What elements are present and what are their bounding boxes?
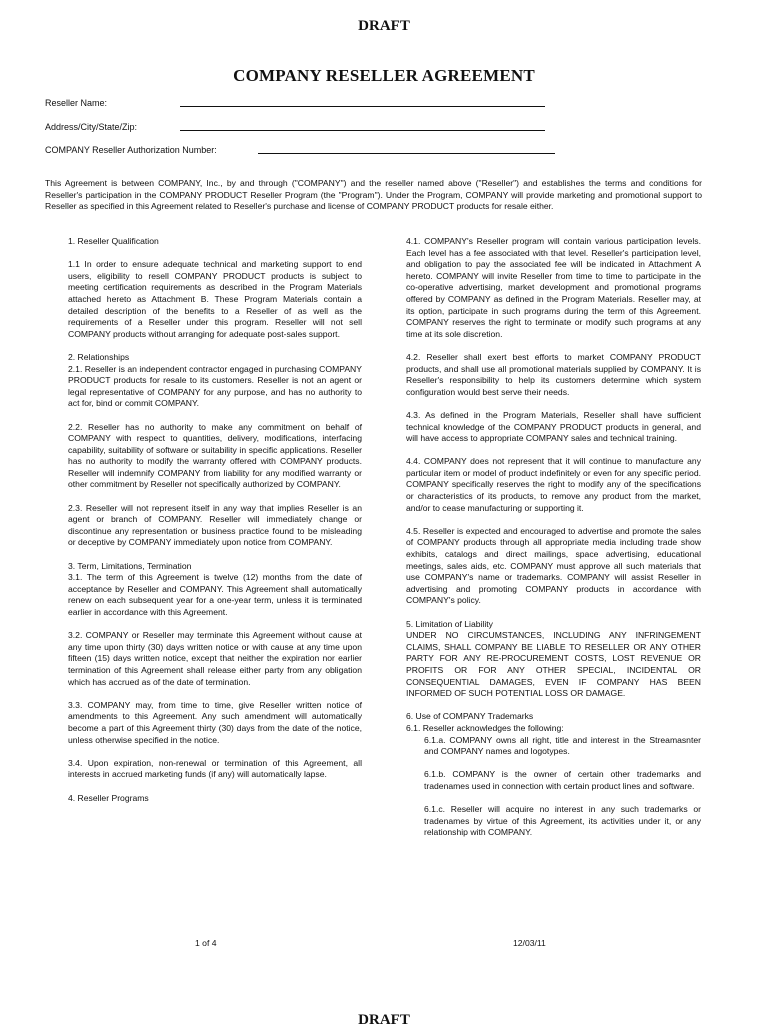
clause-6-1-c: 6.1.c. Reseller will acquire no interest in any such trademarks or tradenames by virtue of this Agreement, its activities under it, or any relationship with COMPANY. bbox=[424, 804, 701, 838]
right-column bbox=[406, 236, 701, 850]
clause-1-1: 1.1 In order to ensure adequate technical and marketing support to end users, eligibility to resell COMPANY PRODUCT products is subject to meeting certification requirements as described in the Program Materials attached hereto as Attachment B. These Program Materials contain a detailed description of the benefits to a Reseller of as well as the requirements of a Reseller under this program. Reseller will not sell COMPANY products without arranging for adequate post-sales support. bbox=[68, 259, 362, 339]
clause-4-5: 4.5. Reseller is expected and encouraged to advertise and promote the sales of COMPANY products through all appropriate media including trade show exhibits, catalogs and direct mailings, space advertising, educational meetings, sales aids, etc. COMPANY must approve all such materials that use COMPANY's name or trademarks. COMPANY will assist Reseller in advertising and promoting COMPANY products in accordance with COMPANY's policy. bbox=[406, 525, 701, 606]
clause-4-3: 4.3. As defined in the Program Materials, Reseller shall have sufficient technical knowledge of the COMPANY PRODUCT products in general, and will have access to appropriate COMPANY sales and technical training. bbox=[406, 409, 701, 444]
authorization-number-line bbox=[258, 153, 555, 154]
intro-paragraph: This Agreement is between COMPANY, Inc., by and through ("COMPANY") and the reseller named above ("Reseller") and establishes the terms and conditions for Reseller's participation in the COMPANY PRODUCT Reseller Program (the "Program"). Under the Program, COMPANY will provide marketing and promotional support to Reseller as specified in this Agreement related to Reseller's purchase and license of COMPANY PRODUCT products for resale either. bbox=[45, 178, 702, 212]
address-label: Address/City/State/Zip: bbox=[45, 122, 138, 132]
footer-date: 12/03/11 bbox=[513, 938, 546, 948]
section-6-heading: 6. Use of COMPANY Trademarks bbox=[406, 711, 534, 722]
reseller-name-label: Reseller Name: bbox=[45, 98, 108, 108]
section-1-heading: 1. Reseller Qualification bbox=[68, 236, 159, 246]
clause-3-1: 3.1. The term of this Agreement is twelve (12) months from the date of acceptance by Reseller and COMPANY. This Agreement shall automatically renew on each subsequent year for a one-year term, unless it is terminated earlier in accordance with this Agreement. bbox=[68, 572, 362, 617]
draft-header: DRAFT bbox=[358, 18, 410, 34]
clause-3-2: 3.2. COMPANY or Reseller may terminate this Agreement without cause at any time upon thirty (30) days written notice or with cause at any time upon fifteen (15) days written notice, except that neither the expiration nor earlier termination of this Agreement shall release either party from any obligation which has accrued as of the date of termination. bbox=[68, 630, 362, 687]
left-column bbox=[68, 236, 362, 816]
clause-2-2: 2.2. Reseller has no authority to make any commitment on behalf of COMPANY with respect to quantities, delivery, modifications, interfacing capability, suitability of software or suitability in specific applications. Reseller has no authority to modify the warranty offered with COMPANY products. Reseller will indemnify COMPANY from liability for any modified warranty or other commitment by Reseller not specifically authorized by COMPANY. bbox=[68, 421, 362, 490]
clause-6-1-a: 6.1.a. COMPANY owns all right, title and interest in the Streamasnter and COMPANY names and logotypes. bbox=[424, 734, 701, 757]
draft-footer: DRAFT bbox=[358, 1012, 410, 1028]
clause-3-4: 3.4. Upon expiration, non-renewal or termination of this Agreement, all interests in accrued marketing funds (if any) will automatically lapse. bbox=[68, 757, 362, 780]
document-title: COMPANY RESELLER AGREEMENT bbox=[233, 66, 535, 85]
clause-4-1: 4.1. COMPANY's Reseller program will contain various participation levels. Each level has a fee associated with that level. Reseller's participation level, and obligation to pay the associated fee will be indicated in Attachment A hereto. COMPANY will invite Reseller from time to time to participate in the co-operative advertising, market development and promotional programs offered by COMPANY as defined in the Program Materials. Reseller may, at its option, participate in such programs during the term of this Agreement. COMPANY reserves the right to terminate or modify such programs at any time at its sole discretion. bbox=[406, 236, 701, 339]
clause-6-1: 6.1. Reseller acknowledges the following: bbox=[406, 722, 564, 733]
clause-4-2: 4.2. Reseller shall exert best efforts to market COMPANY PRODUCT products, and shall use all promotional materials supplied by COMPANY. It is Reseller's responsibility to help its customers determine which system configuration would best serve their needs. bbox=[406, 351, 701, 397]
reseller-name-line bbox=[180, 106, 545, 107]
address-line bbox=[180, 130, 545, 131]
clause-3-3: 3.3. COMPANY may, from time to time, give Reseller written notice of amendments to this Agreement. Any such amendment will automatically become a part of this Agreement thirty (30) days from the date of the notice, unless otherwise specified in the notice. bbox=[68, 699, 362, 745]
section-4-heading: 4. Reseller Programs bbox=[68, 792, 149, 803]
section-5-heading: 5. Limitation of Liability bbox=[406, 618, 493, 629]
section-2-heading: 2. Relationships bbox=[68, 351, 130, 362]
clause-4-4: 4.4. COMPANY does not represent that it will continue to manufacture any particular item or model of product indefinitely or even for any specific period. COMPANY specifically reserves the right to modify any of the specifications or characteristics of its products, to remove any product from the market, and/or to cease manufacturing or supporting it. bbox=[406, 456, 701, 513]
clause-2-3: 2.3. Reseller will not represent itself in any way that implies Reseller is an agent or branch of COMPANY. Reseller will immediately change or discontinue any representation or business practice found to be misleading or deceptive by COMPANY immediately upon notice from COMPANY. bbox=[68, 502, 362, 548]
authorization-number-label: COMPANY Reseller Authorization Number: bbox=[45, 145, 217, 155]
page-number: 1 of 4 bbox=[195, 938, 217, 948]
clause-6-1-b: 6.1.b. COMPANY is the owner of certain other trademarks and tradenames used in connection with certain product lines and software. bbox=[424, 769, 701, 791]
section-3-heading: 3. Term, Limitations, Termination bbox=[68, 560, 192, 571]
clause-2-1: 2.1. Reseller is an independent contractor engaged in purchasing COMPANY PRODUCT products for resale to its customers. Reseller is not an agent or legal representative of COMPANY for any purpose, and has no authority to act for, bind or commit COMPANY. bbox=[68, 363, 362, 409]
clause-5-text: UNDER NO CIRCUMSTANCES, INCLUDING ANY INFRINGEMENT CLAIMS, SHALL COMPANY BE LIABLE TO RESELLER OR ANY OTHER PARTY FOR ANY RE-PROCUREMENT COSTS, LOST REVENUE OR PROFITS OR FOR ANY OTHER SPECIAL, INCIDENTAL OR CONSEQUENTIAL DAMAGES, EVEN IF COMPANY HAS BEEN INFORMED OF SUCH POTENTIAL LOSS OR DAMAGE. bbox=[406, 630, 701, 699]
